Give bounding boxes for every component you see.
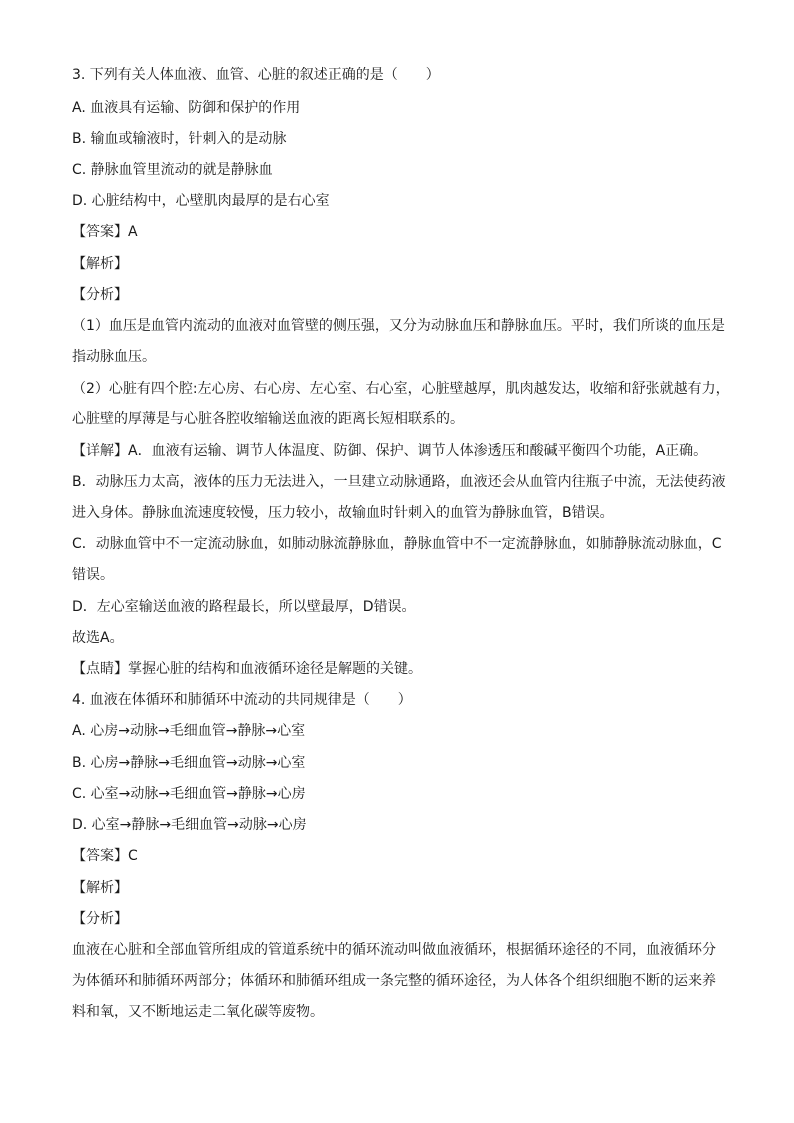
question-4-stem: 4. 血液在体循环和肺循环中流动的共同规律是（ ） <box>72 692 412 708</box>
question-3-fenxi-p2-line1: （2）心脏有四个腔:左心房、右心房、左心室、右心室，心脏壁越厚，肌肉越发达，收缩和舒张就越有力， <box>72 381 730 397</box>
question-3-analysis-heading: 【解析】 <box>72 256 128 272</box>
question-3-detail-a: 【详解】A．血液有运输、调节人体温度、防御、保护、调节人体渗透压和酸碱平衡四个功能，A正确。 <box>72 443 708 459</box>
question-3-fenxi-heading: 【分析】 <box>72 287 128 303</box>
question-3-stem: 3. 下列有关人体血液、血管、心脏的叙述正确的是（ ） <box>72 67 440 83</box>
question-4-fenxi-line1: 血液在心脏和全部血管所组成的管道系统中的循环流动叫做血液循环，根据循环途径的不同，血液循环分 <box>72 942 716 958</box>
question-3-option-d: D. 心脏结构中，心壁肌肉最厚的是右心室 <box>72 193 330 209</box>
question-3-fenxi-p1-line2: 指动脉血压。 <box>72 349 156 365</box>
question-4-option-a: A. 心房→动脉→毛细血管→静脉→心室 <box>72 723 306 739</box>
question-4-option-b: B. 心房→静脉→毛细血管→动脉→心室 <box>72 755 306 771</box>
question-3-detail-b-line2: 进入身体。静脉血流速度较慢，压力较小，故输血时针刺入的血管为静脉血管，B错误。 <box>72 505 614 521</box>
question-3-detail-c-line1: C．动脉血管中不一定流动脉血，如肺动脉流静脉血，静脉血管中不一定流静脉血，如肺静脉流动脉血，C <box>72 536 722 552</box>
question-3-dianjing: 【点睛】掌握心脏的结构和血液循环途径是解题的关键。 <box>72 661 422 677</box>
question-4-option-c: C. 心室→动脉→毛细血管→静脉→心房 <box>72 786 306 802</box>
question-3-detail-c-line2: 错误。 <box>72 567 114 583</box>
question-4-fenxi-line3: 料和氧，又不断地运走二氧化碳等废物。 <box>72 1004 324 1020</box>
question-3-detail-b-line1: B．动脉压力太高，液体的压力无法进入，一旦建立动脉通路，血液还会从血管内往瓶子中流，无法使药液 <box>72 474 726 490</box>
question-3-fenxi-p2-line2: 心脏壁的厚薄是与心脏各腔收缩输送血液的距离长短相联系的。 <box>72 411 464 427</box>
question-3-conclusion: 故选A。 <box>72 630 124 646</box>
question-3-detail-d: D．左心室输送血液的路程最长，所以壁最厚，D错误。 <box>72 599 416 615</box>
question-4-analysis-heading: 【解析】 <box>72 880 128 896</box>
question-4-fenxi-line2: 为体循环和肺循环两部分；体循环和肺循环组成一条完整的循环途径，为人体各个组织细胞不断的运来养 <box>72 973 716 989</box>
question-4-option-d: D. 心室→静脉→毛细血管→动脉→心房 <box>72 817 307 833</box>
question-3-answer: 【答案】A <box>72 224 138 240</box>
question-3-option-a: A. 血液具有运输、防御和保护的作用 <box>72 100 301 116</box>
question-3-fenxi-p1-line1: （1）血压是血管内流动的血液对血管壁的侧压强，又分为动脉血压和静脉血压。平时，我们所谈的血压是 <box>72 318 725 334</box>
question-3-option-c: C. 静脉血管里流动的就是静脉血 <box>72 162 273 178</box>
question-4-answer: 【答案】C <box>72 848 138 864</box>
question-4-fenxi-heading: 【分析】 <box>72 911 128 927</box>
question-3-option-b: B. 输血或输液时，针刺入的是动脉 <box>72 131 287 147</box>
